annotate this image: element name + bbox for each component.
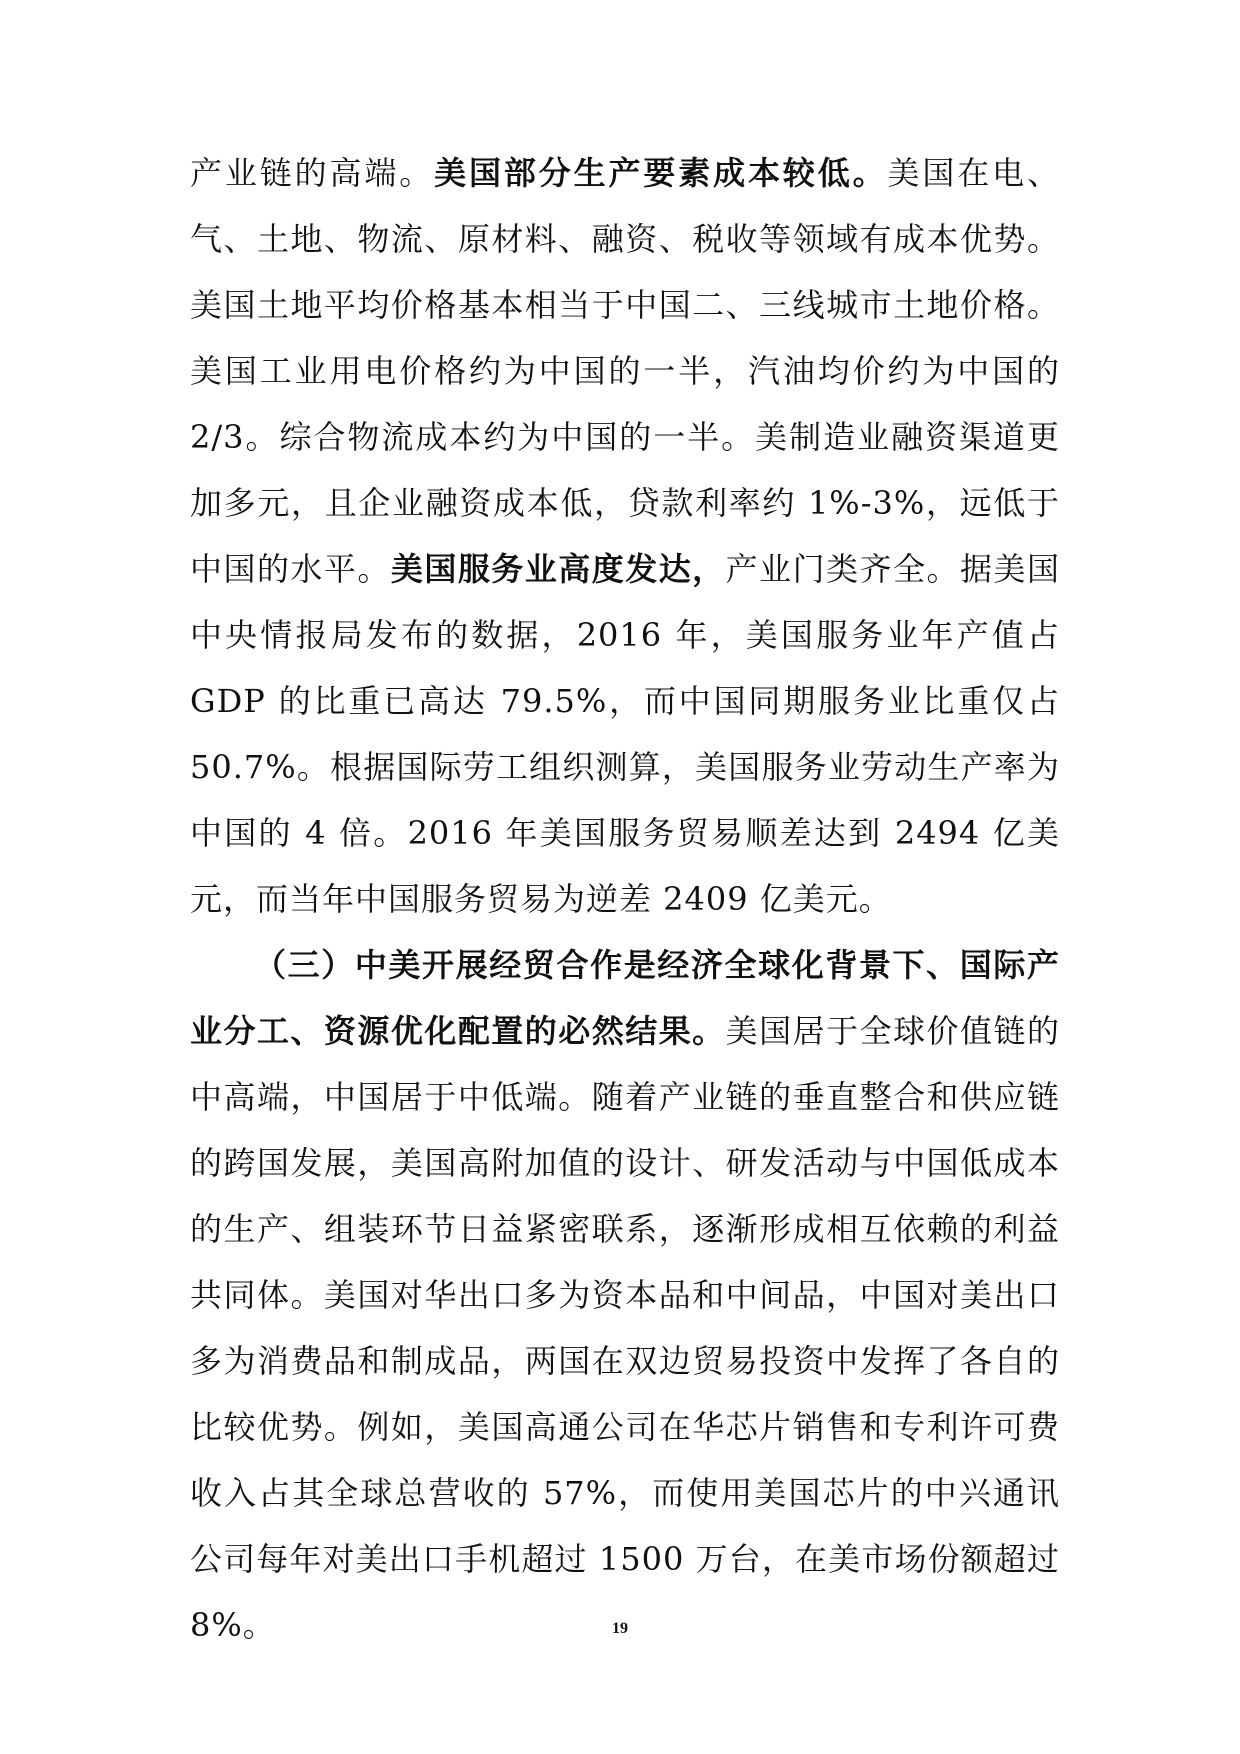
page-number: 19 xyxy=(612,1620,628,1637)
text-run: 美国居于全球价值链的中高端，中国居于中低端。随着产业链的垂直整合和供应链的跨国发展，美国高附加值的设计、研发活动与中国低成本的生产、组装环节日益紧密联系，逐渐形成相互依赖的利益共同体。美国对华出口多为资本品和中间品，中国对美出口多为消费品和制成品，两国在双边贸易投资中发挥了各自的比较优势。例如，美国高通公司在华芯片销售和专利许可费收入占其全球总营收的 57%，而使用美国芯片的中兴通讯公司每年对美出口手机超过 1500 万台，在美市场份额超过 8%。 xyxy=(190,1012,1060,1644)
text-run: 产业门类齐全。据美国中央情报局发布的数据，2016 年，美国服务业年产值占 GDP 的比重已高达 79.5%，而中国同期服务业比重仅占 50.7%。根据国际劳工组织测算，美国服务业劳动生产率为中国的 4 倍。2016 年美国服务贸易顺差达到 2494 亿美元，而当年中国服务贸易为逆差 2409 亿美元。 xyxy=(190,550,1060,918)
bold-heading-run: 美国服务业高度发达， xyxy=(390,550,726,588)
text-run: 美国在电、气、土地、物流、原材料、融资、税收等领域有成本优势。美国土地平均价格基本相当于中国二、三线城市土地价格。美国工业用电价格约为中国的一半，汽油均价约为中国的 2/3。综合物流成本约为中国的一半。美制造业融资渠道更加多元，且企业融资成本低，贷款利率约 1%-3%，远低于中国的水平。 xyxy=(190,154,1060,588)
text-run: 产业链的高端。 xyxy=(190,154,435,192)
bold-heading-run: 美国部分生产要素成本较低。 xyxy=(434,154,888,192)
paragraph-section-3 xyxy=(190,932,1060,1658)
body-text xyxy=(190,140,1060,1658)
paragraph-services-advantage xyxy=(190,140,1060,932)
section-heading-run: （三）中美开展经贸合作是经济全球化背景下、国际产业分工、资源优化配置的必然结果。 xyxy=(190,946,1060,1050)
